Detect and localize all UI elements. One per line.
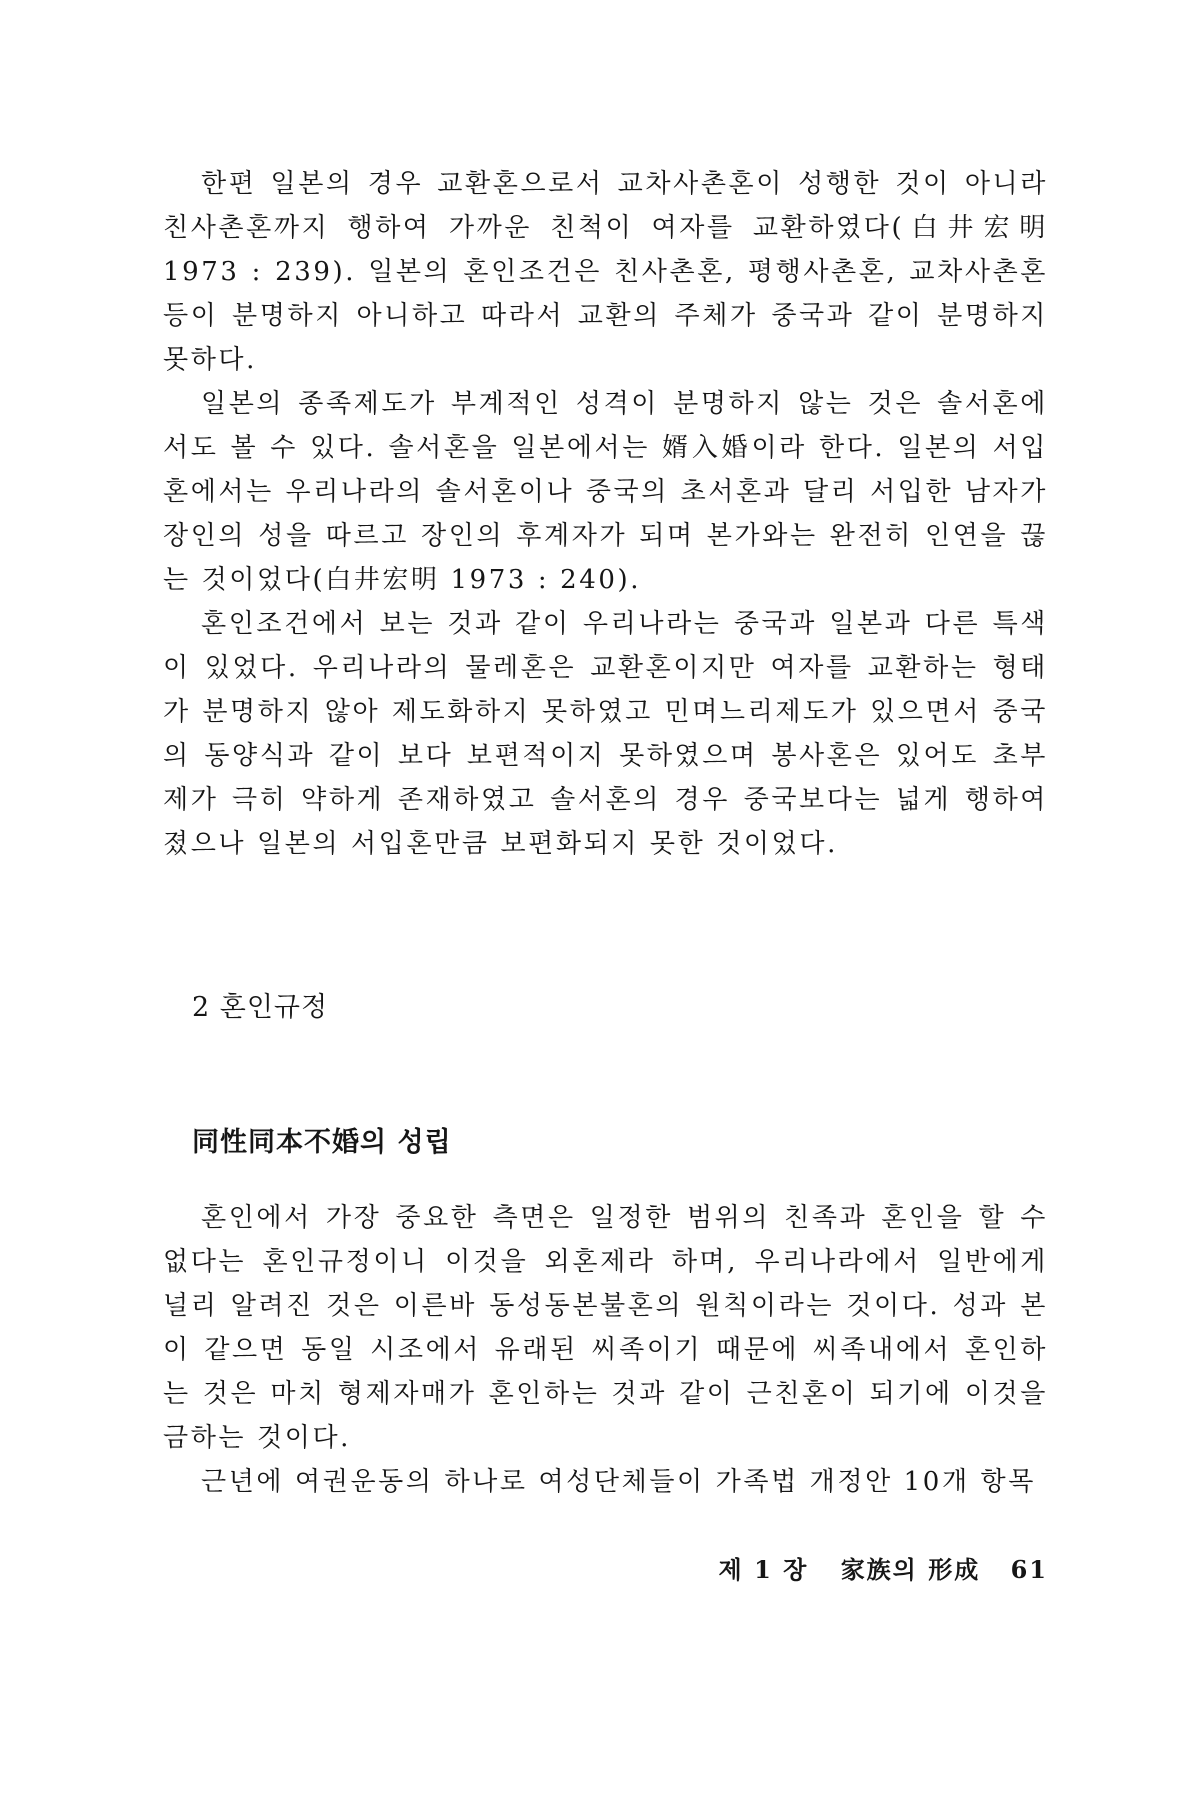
running-footer bbox=[719, 1550, 1048, 1585]
page-number: 61 bbox=[1010, 1555, 1048, 1584]
body-text-top bbox=[163, 162, 1048, 866]
paragraph: 혼인에서 가장 중요한 측면은 일정한 범위의 친족과 혼인을 할 수 없다는 혼인규정이니 이것을 외혼제라 하며, 우리나라에서 일반에게 널리 알려진 것은 이른바 동성동본불혼의 원칙이라는 것이다. 성과 본이 같으면 동일 시조에서 유래된 씨족이기 때문에 씨족내에서 혼인하는 것은 마치 형제자매가 혼인하는 것과 같이 근친혼이 되기에 이것을 금하는 것이다. bbox=[163, 1203, 1048, 1453]
footer-title: 家族의 形成 bbox=[840, 1555, 981, 1584]
paragraph: 한편 일본의 경우 교환혼으로서 교차사촌혼이 성행한 것이 아니라 친사촌혼까지 행하여 가까운 친척이 여자를 교환하였다(白井宏明 1973 : 239). 일본의 혼인조건은 친사촌혼, 평행사촌혼, 교차사촌혼 등이 분명하지 아니하고 따라서 교환의 주체가 중국과 같이 분명하지 못하다. bbox=[163, 169, 1048, 375]
subsection-heading: 同性同本不婚의 성립 bbox=[192, 1127, 452, 1158]
paragraph: 혼인조건에서 보는 것과 같이 우리나라는 중국과 일본과 다른 특색이 있었다. 우리나라의 물레혼은 교환혼이지만 여자를 교환하는 형태가 분명하지 않아 제도화하지 못하였고 민며느리제도가 있으면서 중국의 동양식과 같이 보다 보편적이지 못하였으며 봉사혼은 있어도 초부제가 극히 약하게 존재하였고 솔서혼의 경우 중국보다는 넓게 행하여졌으나 일본의 서입혼만큼 보편화되지 못한 것이었다. bbox=[163, 609, 1048, 859]
section-heading: 2 혼인규정 bbox=[192, 992, 329, 1023]
body-text-bottom bbox=[163, 1196, 1048, 1504]
paragraph: 일본의 종족제도가 부계적인 성격이 분명하지 않는 것은 솔서혼에서도 볼 수 있다. 솔서혼을 일본에서는 婿入婚이라 한다. 일본의 서입혼에서는 우리나라의 솔서혼이나 중국의 초서혼과 달리 서입한 남자가 장인의 성을 따르고 장인의 후계자가 되며 본가와는 완전히 인연을 끊는 것이었다(白井宏明 1973 : 240). bbox=[163, 389, 1048, 595]
footer-chapter: 제 1 장 bbox=[718, 1555, 809, 1584]
paragraph: 근년에 여권운동의 하나로 여성단체들이 가족법 개정안 10개 항목 bbox=[201, 1467, 1036, 1497]
